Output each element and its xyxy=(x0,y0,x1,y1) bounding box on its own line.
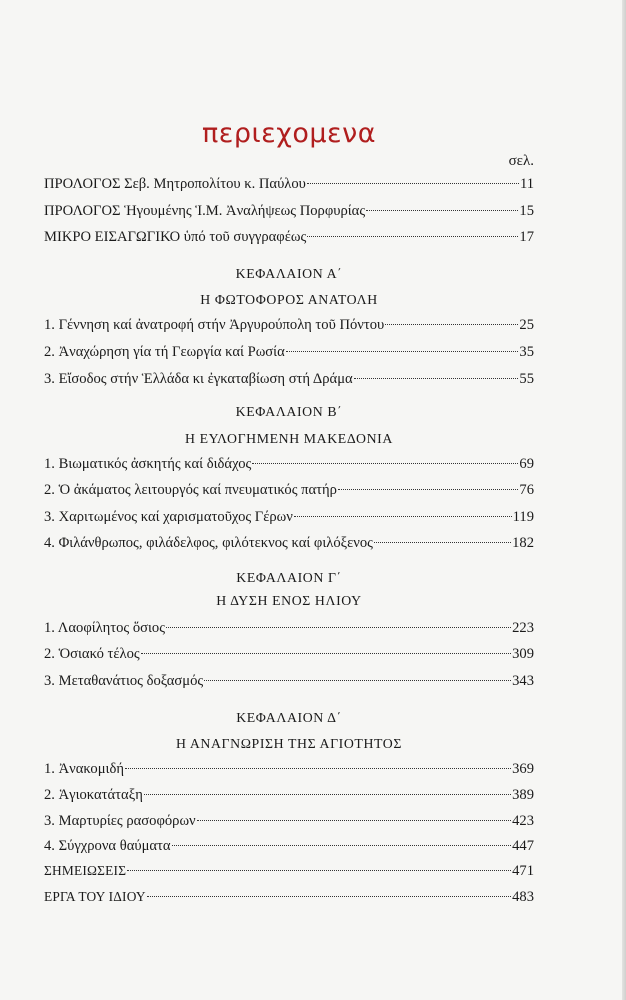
toc-entry-page: 182 xyxy=(512,535,534,551)
toc-entry-label: 2. Ἁγιοκατάταξη xyxy=(44,787,143,803)
toc-entry-label: 3. Μαρτυρίες ρασοφόρων xyxy=(44,813,196,829)
toc-entry-label: ΠΡΟΛΟΓΟΣ Σεβ. Μητροπολίτου κ. Παύλου xyxy=(44,176,306,192)
toc-entry xyxy=(44,761,534,781)
toc-entry-front-3 xyxy=(44,229,534,249)
toc-entry-label: 1. Ἀνακομιδή xyxy=(44,761,124,777)
toc-entry-page: 309 xyxy=(512,646,534,662)
toc-entry-label: ΕΡΓΑ ΤΟΥ ΙΔΙΟΥ xyxy=(44,889,146,904)
toc-entry-label: 2. Ἀναχώρηση γία τή Γεωργία καί Ρωσία xyxy=(44,344,285,360)
toc-entry-works xyxy=(44,889,534,909)
dot-leader xyxy=(385,324,518,325)
toc-entry xyxy=(44,813,534,833)
toc-entry xyxy=(44,482,534,502)
dot-leader xyxy=(144,794,511,795)
toc-entry-page: 389 xyxy=(512,787,534,803)
toc-entry-notes xyxy=(44,863,534,883)
toc-entry-front-2 xyxy=(44,203,534,223)
toc-entry-front-1 xyxy=(44,176,534,196)
toc-entry-page: 11 xyxy=(519,176,534,192)
toc-entry-label: 1. Βιωματικός ἀσκητής καί διδάχος xyxy=(44,456,252,472)
toc-entry-page: 483 xyxy=(512,889,534,905)
dot-leader xyxy=(354,378,519,379)
toc-entry-page: 17 xyxy=(519,229,534,245)
toc-entry-page: 447 xyxy=(512,838,534,854)
dot-leader xyxy=(366,210,518,211)
toc-entry-label: ΠΡΟΛΟΓΟΣ Ἡγουμένης Ἱ.Μ. Ἀναλήψεως Πορφυρίας xyxy=(44,203,366,219)
dot-leader xyxy=(127,870,511,871)
dot-leader xyxy=(252,463,518,464)
toc-entry-page: 119 xyxy=(512,509,534,525)
dot-leader xyxy=(307,236,518,237)
dot-leader xyxy=(147,896,511,897)
toc-entry-label: 3. Εἴσοδος στήν Ἑλλάδα κι ἐγκαταβίωση στή Δράμα xyxy=(44,371,353,387)
toc-entry-label: 2. Ὁσιακό τέλος xyxy=(44,646,140,662)
chapter-heading: ΚΕΦΑΛΑΙΟΝ Β΄ xyxy=(235,404,343,419)
toc-entry-page: 423 xyxy=(512,813,534,829)
dot-leader xyxy=(166,627,511,628)
toc-entry xyxy=(44,787,534,807)
dot-leader xyxy=(307,183,519,184)
toc-entry-page: 35 xyxy=(519,344,534,360)
toc-entry-page: 76 xyxy=(519,482,534,498)
dot-leader xyxy=(374,542,511,543)
chapter-heading: ΚΕΦΑΛΑΙΟΝ Α΄ xyxy=(235,266,343,281)
toc-entry xyxy=(44,646,534,666)
toc-entry-page: 471 xyxy=(512,863,534,879)
toc-entry xyxy=(44,344,534,364)
toc-entry-label: 1. Γέννηση καί ἀνατροφή στήν Ἀργυρούπολη τοῦ Πόντου xyxy=(44,317,385,333)
toc-entry-label: 3. Χαριτωμένος καί χαρισματοῦχος Γέρων xyxy=(44,509,293,525)
chapter-subtitle: Η ΦΩΤΟΦΟΡΟΣ ΑΝΑΤΟΛΗ xyxy=(200,292,378,307)
toc-entry-page: 55 xyxy=(519,371,534,387)
toc-entry-label: ΣΗΜΕΙΩΣΕΙΣ xyxy=(44,863,127,878)
dot-leader xyxy=(197,820,511,821)
toc-entry-label: 1. Λαοφίλητος ὅσιος xyxy=(44,620,165,636)
chapter-subtitle: Η ΕΥΛΟΓΗΜΕΝΗ ΜΑΚΕΔΟΝΙΑ xyxy=(185,431,393,446)
toc-entry-page: 15 xyxy=(519,203,534,219)
toc-title: περιεχομενα xyxy=(202,118,376,149)
page-column-label: σελ. xyxy=(508,153,534,169)
toc-entry-label: 2. Ὁ ἀκάματος λειτουργός καί πνευματικός πατήρ xyxy=(44,482,337,498)
toc-entry xyxy=(44,838,534,858)
toc-entry-page: 343 xyxy=(512,673,534,689)
toc-entry xyxy=(44,620,534,640)
dot-leader xyxy=(294,516,512,517)
toc-entry-label: 3. Μεταθανάτιος δοξασμός xyxy=(44,673,204,689)
toc-entry xyxy=(44,371,534,391)
toc-entry xyxy=(44,535,534,555)
toc-entry xyxy=(44,509,534,529)
toc-entry xyxy=(44,673,534,693)
chapter-heading: ΚΕΦΑΛΑΙΟΝ Δ΄ xyxy=(236,710,342,725)
dot-leader xyxy=(141,653,511,654)
dot-leader xyxy=(172,845,512,846)
toc-entry-label: 4. Σύγχρονα θαύματα xyxy=(44,838,171,854)
toc-entry-label: 4. Φιλάνθρωπος, φιλάδελφος, φιλότεκνος καί φιλόξενος xyxy=(44,535,373,551)
chapter-subtitle: Η ΔΥΣΗ ΕΝΟΣ ΗΛΙΟΥ xyxy=(216,593,362,608)
dot-leader xyxy=(286,351,519,352)
dot-leader xyxy=(125,768,511,769)
toc-entry-page: 25 xyxy=(519,317,534,333)
dot-leader xyxy=(338,489,518,490)
dot-leader xyxy=(204,680,511,681)
page-edge xyxy=(622,0,626,1000)
toc-entry-label: ΜΙΚΡΟ ΕΙΣΑΓΩΓΙΚΟ ὑπό τοῦ συγγραφέως xyxy=(44,229,307,245)
toc-entry xyxy=(44,456,534,476)
toc-entry xyxy=(44,317,534,337)
toc-entry-page: 369 xyxy=(512,761,534,777)
toc-entry-page: 223 xyxy=(512,620,534,636)
toc-entry-page: 69 xyxy=(519,456,534,472)
chapter-subtitle: Η ΑΝΑΓΝΩΡΙΣΗ ΤΗΣ ΑΓΙΟΤΗΤΟΣ xyxy=(176,736,402,751)
chapter-heading: ΚΕΦΑΛΑΙΟΝ Γ΄ xyxy=(236,570,342,585)
